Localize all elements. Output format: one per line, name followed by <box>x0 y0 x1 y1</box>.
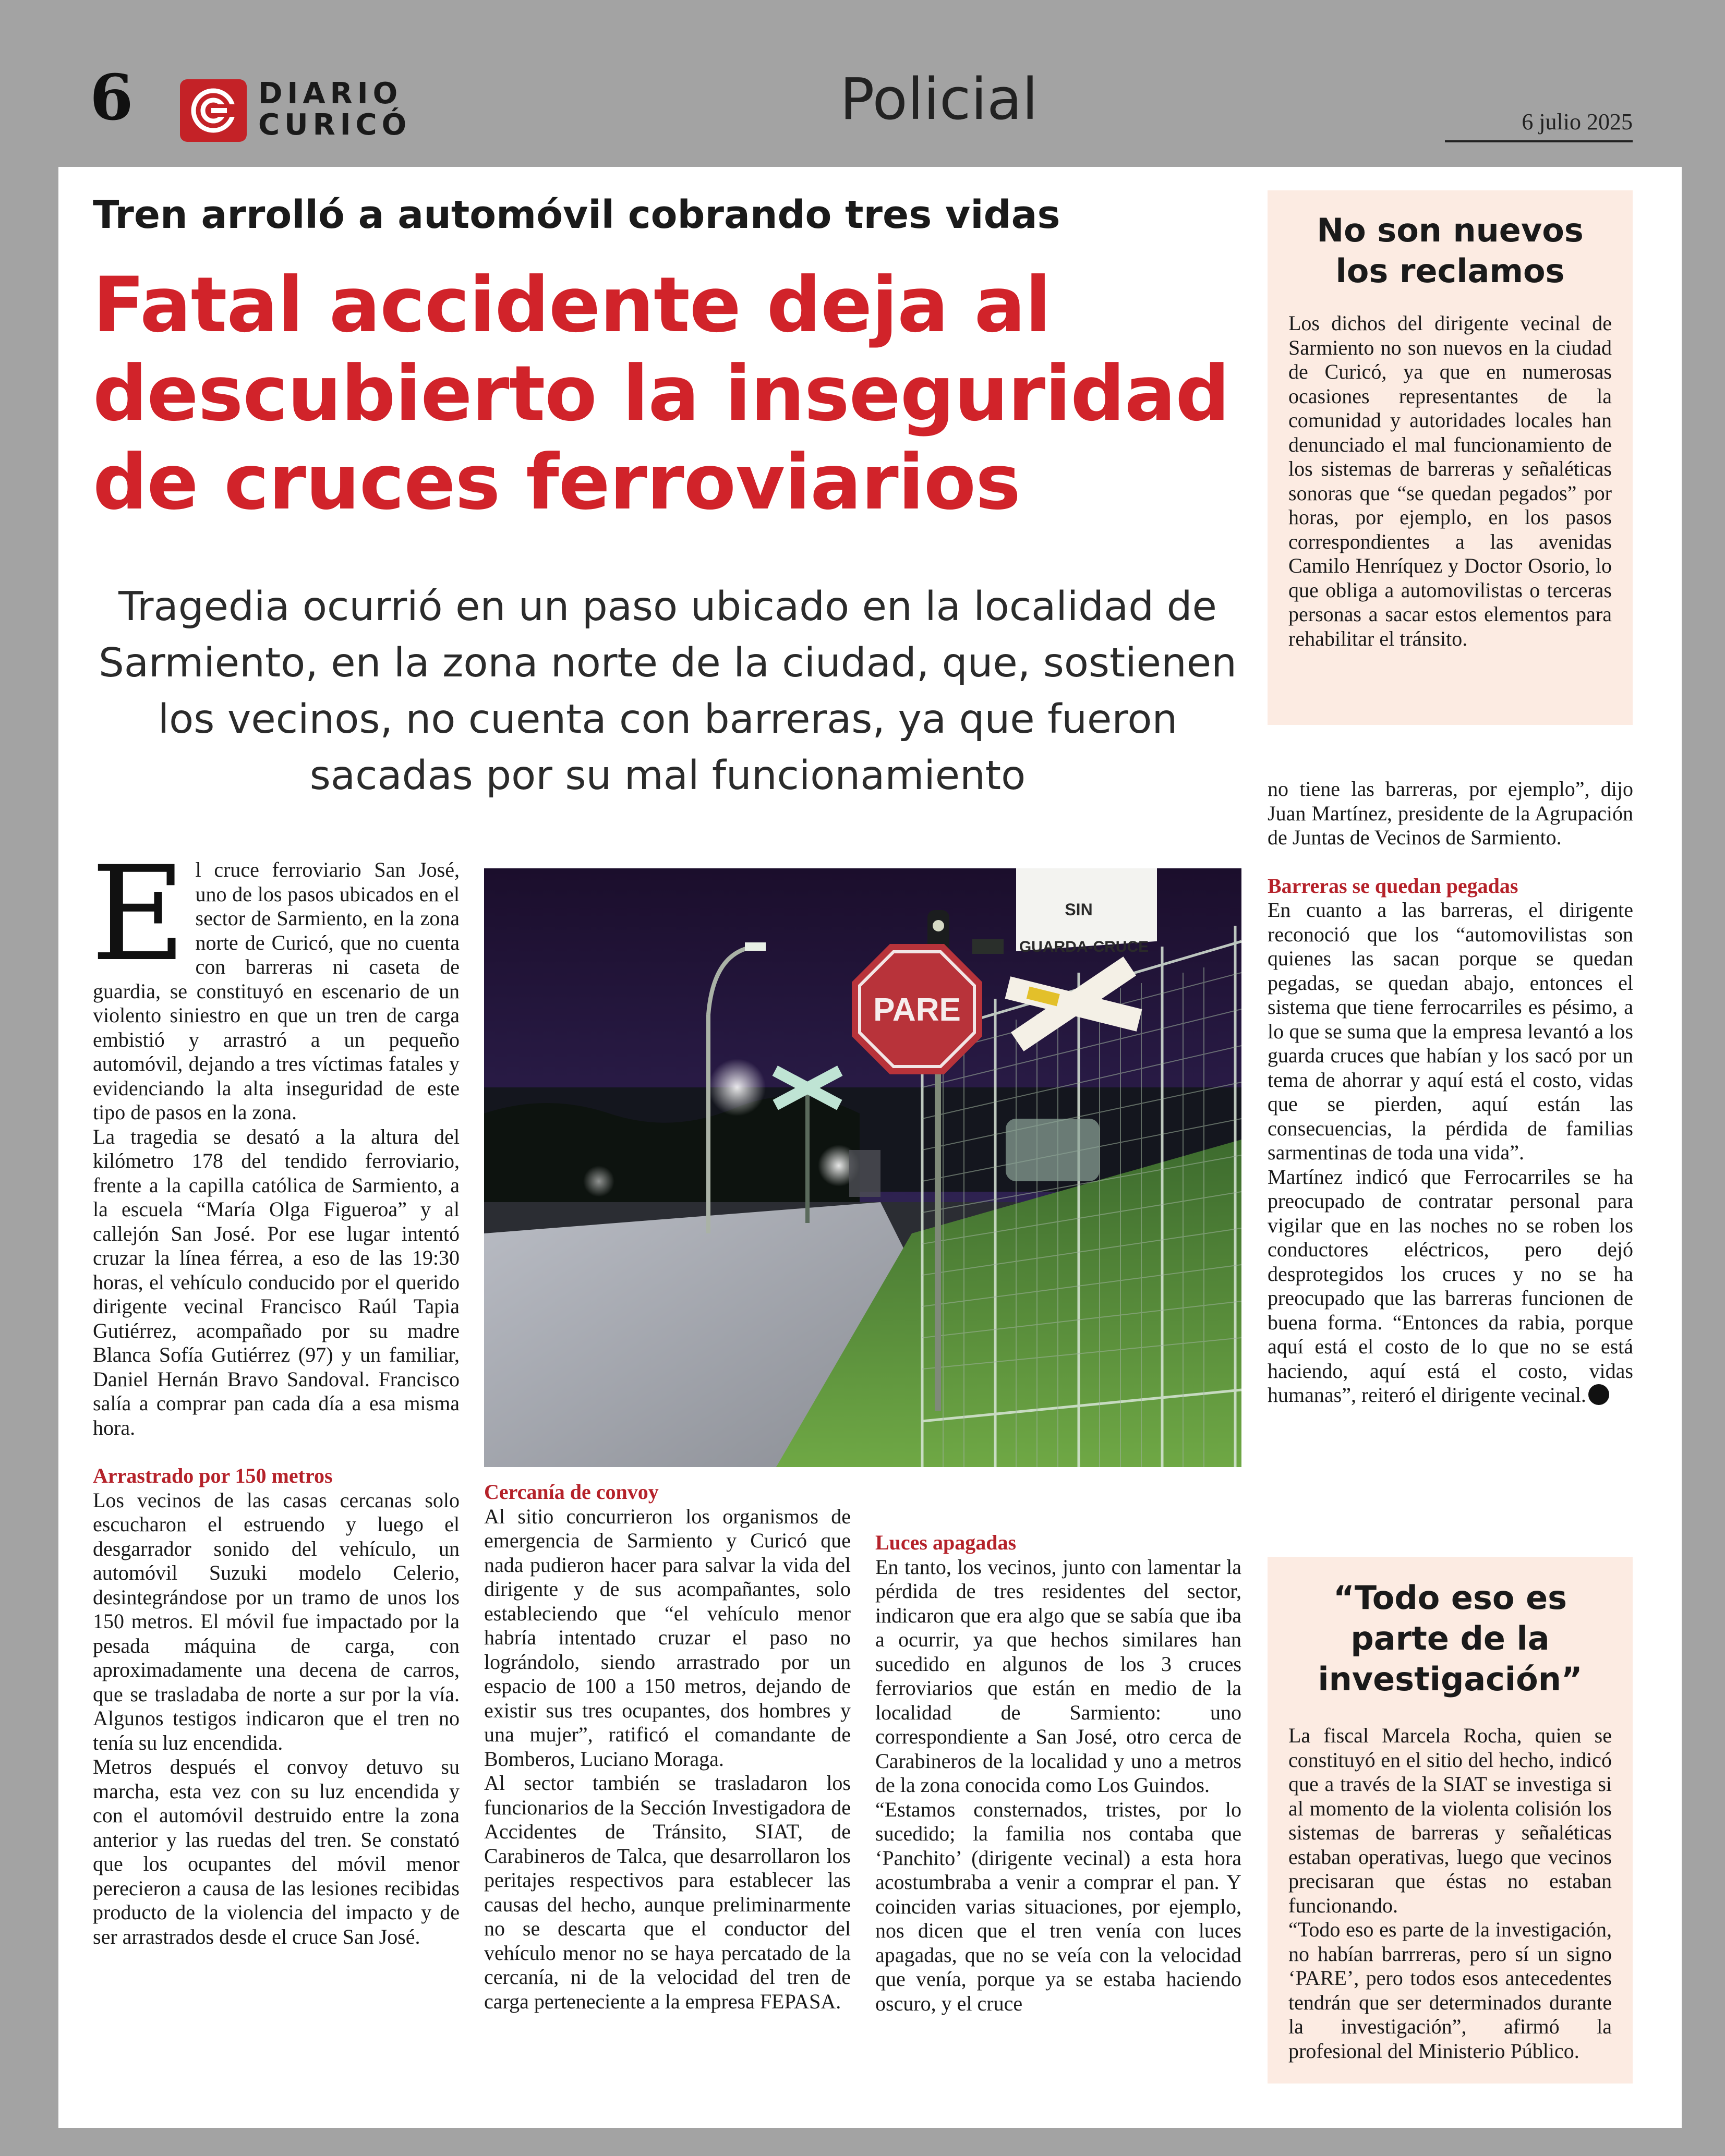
body-paragraph: Los vecinos de las casas cercanas solo escucharon el estruendo y luego el desgarrador sonido del vehículo, un automóvil Suzuki modelo Celerio, desintegrándose por un tramo de unos los 150 metros. El móvil fue impactado por la pesada máquina de carga, con aproximadamente una decena de carros, que se trasladaba de norte a sur por la vía. Algunos testigos indicaron que el tren no tenía su luz encendida. <box>93 1488 460 1754</box>
article-headline: Fatal accidente deja al descubierto la inseguridad de cruces ferroviarios <box>93 261 1229 527</box>
body-paragraph: Martínez indicó que Ferrocarriles se ha preocupado de contratar personal para vigilar que en las noches no se roben los conductores eléctricos, pero dejó desprotegidos los cruces y no se ha preocupado que las barreras funcionen de buena forma. “Entonces da rabia, porque aquí está el costo de lo que no se está haciendo, aquí está el costo, vidas humanas”, reiteró el dirigente vecinal. <box>1268 1165 1633 1407</box>
sign-line-2: GUARDA-CRUCE <box>1019 938 1149 955</box>
sidebar-no-son-nuevos <box>1268 190 1633 725</box>
diario-curico-logo <box>180 77 415 145</box>
body-paragraph: La tragedia se desató a la altura del kilómetro 178 del tendido ferroviario, frente a la capilla católica de Sarmiento, a la escuela “María Olga Figueroa” y al callejón San José. Por ese lugar intentó cruzar la línea férrea, a eso de las 19:30 horas, el vehículo conducido por el querido dirigente vecinal Francisco Raúl Tapia Gutiérrez, acompañado por su madre Blanca Sofía Gutiérrez (97) y un familiar, Daniel Hernán Bravo Sandoval. Francisco salía a comprar pan cada día a esa misma hora. <box>93 1124 460 1439</box>
subheading: Luces apagadas <box>875 1531 1017 1554</box>
article-kicker: Tren arrolló a automóvil cobrando tres vidas <box>93 192 1060 237</box>
subheading: Cercanía de convoy <box>484 1480 659 1504</box>
body-paragraph: l cruce ferroviario San José, uno de los pasos ubicados en el sector de Sarmiento, en la zona norte de Curicó, que no cuenta con barreras ni caseta de guardia, se constituyó en escenario de un violento siniestro en que un tren de carga embistió y arrastró a un pequeño automóvil, dejando a tres víctimas fatales y evidenciando la alta inseguridad de este tipo de pasos en la zona. <box>93 858 460 1124</box>
sidebar-todo-eso <box>1268 1557 1633 2084</box>
body-paragraph: En cuanto a las barreras, el dirigente reconoció que los “automovilistas son quienes las sacan porque se quedan pegadas, se quedan abajo, entonces el sistema que tiene ferrocarriles es pésimo, a lo que se suma que la empresa levantó a los guarda cruces que habían y los sacó por un tema de ahorrar y aquí está el costo, vidas que se pierden, aquí están las consecuencias, la pérdida de familias sarmentinas de toda una vida”. <box>1268 898 1633 1164</box>
article-column-1 <box>91 838 460 1949</box>
drop-cap: E <box>91 838 186 990</box>
body-paragraph: En tanto, los vecinos, junto con lamentar la pérdida de tres residentes del sector, indicaron que era algo que se sabía que iba a ocurrir, ya que hechos similares han sucedido en algunos de los 3 cruces ferroviarios que están en medio de la localidad de Sarmiento: uno correspondiente a San José, otro cerca de Carabineros de la localidad y uno a metros de la zona conocida como Los Guindos. <box>875 1555 1241 1797</box>
sidebar-title: “Todo eso es parte de la investigación” <box>1318 1579 1583 1698</box>
body-paragraph: Metros después el convoy detuvo su marcha, esta vez con su luz encendida y con el automóvil destruido entre la zona anterior y las ruedas del tren. Se constató que los ocupantes del móvil menor perecieron a causa de las lesiones recibidas producto de la violencia del impacto y de ser arrastrados desde el cruce San José. <box>93 1755 460 1948</box>
body-paragraph: no tiene las barreras, por ejemplo”, dijo Juan Martínez, presidente de la Agrupación de Juntas de Vecinos de Sarmiento. <box>1268 777 1633 849</box>
section-title: Policial <box>840 66 1038 132</box>
article-column-3 <box>875 1531 1241 2016</box>
subheading: Barreras se quedan pegadas <box>1268 874 1518 898</box>
article-column-4 <box>1268 777 1633 1408</box>
issue-date: 6 julio 2025 <box>1445 108 1633 142</box>
end-of-article-icon <box>1588 1384 1609 1405</box>
sidebar-title: No son nuevos los reclamos <box>1317 211 1584 290</box>
article-deck: Tragedia ocurrió en un paso ubicado en la localidad de Sarmiento, en la zona norte de la ciudad, que, sostienen los vecinos, no cuenta con barreras, ya que fueron sacadas por su mal funcionamiento <box>99 584 1237 799</box>
logo-badge-icon <box>180 79 247 142</box>
article-column-2 <box>484 1480 851 2014</box>
body-paragraph: “Estamos consternados, tristes, por lo sucedido; la familia nos contaba que ‘Panchito’ (dirigente vecinal) a esta hora acostumbraba a venir a comprar el pan. Y coinciden varias situaciones, por ejemplo, nos dicen que el tren venía con luces apagadas, que no se veía con la velocidad que venía, porque ya se estaba haciendo oscuro, y el cruce <box>875 1797 1241 2015</box>
logo-line-1: DIARIO <box>258 77 403 111</box>
body-paragraph: Al sector también se trasladaron los funcionarios de la Sección Investigadora de Accidentes de Tránsito, SIAT, de Carabineros de Talca, que desarrollaron los peritajes respectivos para establecer las causas del hecho, aunque preliminarmente no se descarta que el conductor del vehículo menor no se haya percatado de la cercanía, ni de la velocidad del tren de carga perteneciente a la empresa FEPASA. <box>484 1771 851 2013</box>
logo-line-2: CURICÓ <box>258 108 412 142</box>
crossing-photo <box>484 868 1241 1467</box>
subheading: Arrastrado por 150 metros <box>93 1464 333 1487</box>
stop-sign-text: PARE <box>873 992 961 1028</box>
page-number: 6 <box>90 61 134 135</box>
sidebar-paragraph: La fiscal Marcela Rocha, quien se constituyó en el sitio del hecho, indicó que a través de la SIAT se investiga si al momento de la violenta colisión los sistemas de barreras y señaléticas estaban operativas, luego que vecinos precisaran que éstas no estaban funcionando. <box>1288 1724 1612 1917</box>
body-paragraph: Al sitio concurrieron los organismos de emergencia de Sarmiento y Curicó que nada pudieron hacer para salvar la vida del dirigente y de sus acompañantes, solo estableciendo que “el vehículo menor habría intentado cruzar el paso no lográndolo, siendo arrastrado por un espacio de 100 a 150 metros, dejando de existir sus tres ocupantes, dos hombres y una mujer”, ratificó el comandante de Bomberos, Luciano Moraga. <box>484 1504 851 1771</box>
sidebar-body <box>1268 1700 1633 2063</box>
sidebar-body: Los dichos del dirigente vecinal de Sarmiento no son nuevos en la ciudad de Curicó, ya que en numerosas ocasiones representantes de la comunidad y autoridades locales han denunciado el mal funcionamiento de los sistemas de barreras y señaléticas sonoras que “se quedan pegados” por horas, por ejemplo, en los pasos correspondientes a las avenidas Camilo Henríquez y Doctor Osorio, lo que obliga a automovilistas o terceras personas a sacar estos elementos para rehabilitar el tránsito. <box>1288 311 1612 650</box>
sign-line-1: SIN <box>1065 900 1093 919</box>
sidebar-paragraph: “Todo eso es parte de la investigación, no habían barrreras, pero sí un signo ‘PARE’, pero todos esos antecedentes tendrán que ser determinados durante la investigación”, afirmó la profesional del Ministerio Público. <box>1288 1918 1612 2063</box>
